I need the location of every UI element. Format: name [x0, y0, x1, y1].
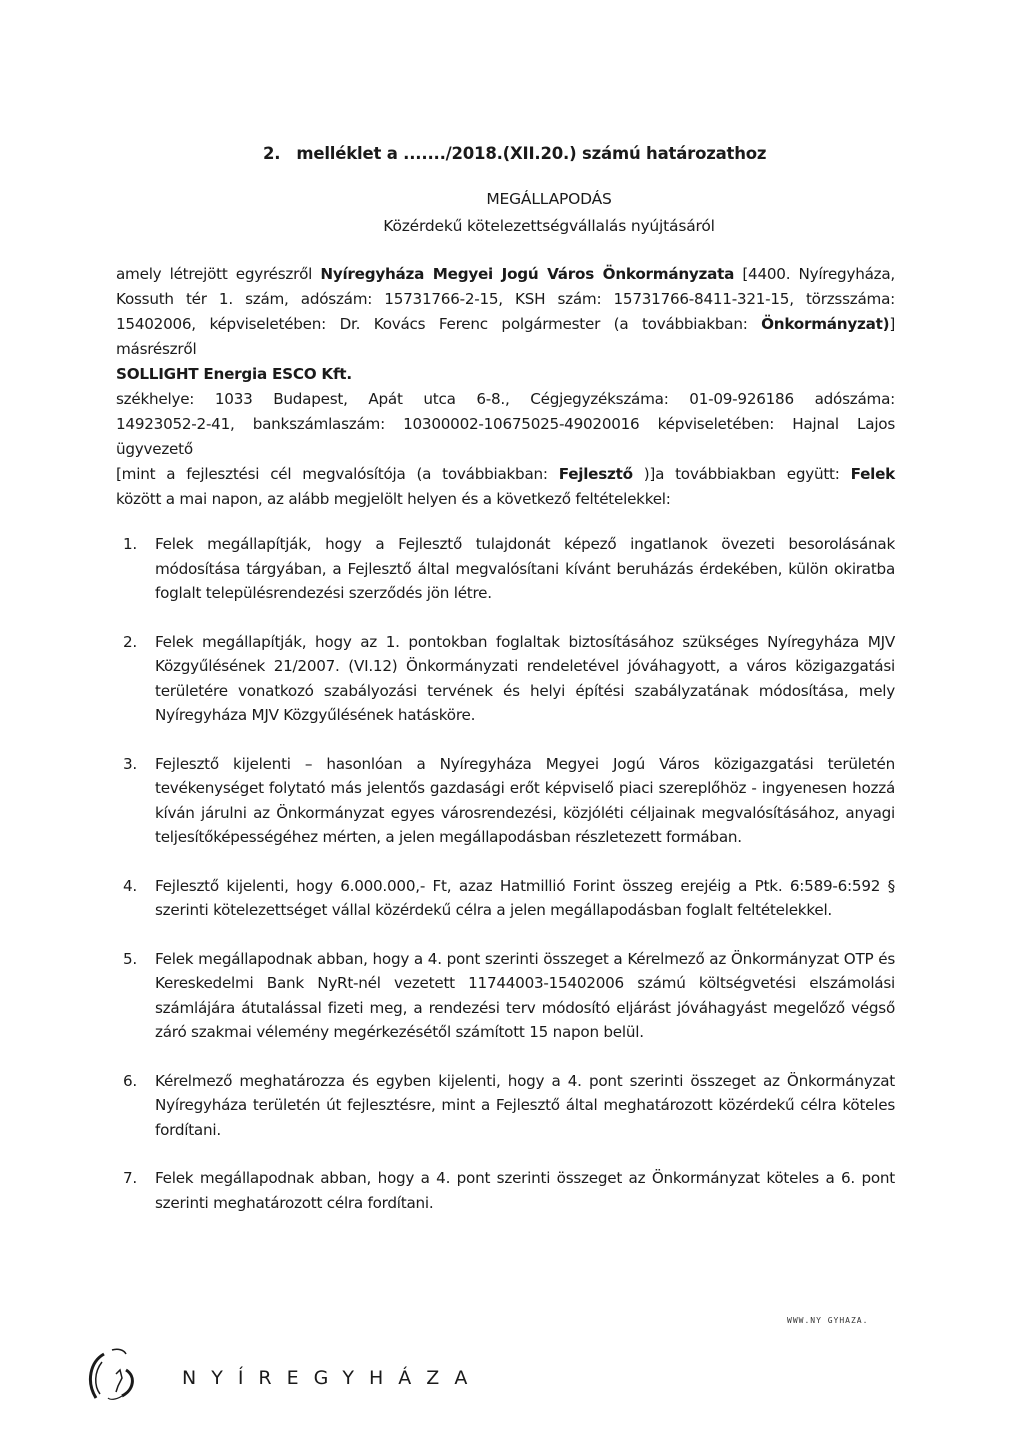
clause-number: 3. [123, 754, 137, 773]
party-name-text: SOLLIGHT Energia ESCO Kft. [116, 365, 352, 383]
clause-item [123, 1166, 895, 1215]
parties-intro [116, 262, 895, 512]
agreement-clauses [123, 532, 895, 1239]
defined-term-fejleszto: Fejlesztő [558, 465, 633, 483]
clause-item [123, 1069, 895, 1143]
clause-text: Felek megállapodnak abban, hogy a 4. pont szerinti összeget az Önkormányzat köteles a 6. pont szerinti meghatározott célra fordítani. [155, 1169, 895, 1212]
intro-text: 15402006, képviseletében: Dr. Kovács Ferenc polgármester (a továbbiakban: [116, 315, 762, 333]
clause-number: 4. [123, 876, 137, 895]
clause-number: 2. [123, 632, 137, 651]
annex-number: 2. [263, 144, 281, 163]
annex-title: melléklet a ......./2018.(XII.20.) számú határozathoz [296, 144, 767, 163]
intro-text: [4400. Nyíregyháza, [734, 265, 895, 283]
defined-term-onkormanyzat: Önkormányzat) [761, 315, 890, 333]
clause-text: Felek megállapítják, hogy az 1. pontokban foglaltak biztosításához szükséges Nyíregyháza MJV Közgyűlésének 21/2007. (VI.12) Önkormányzati rendeletével jóváhagyott, a város közigazgatási területére vonatkozó szabályozási tervének és helyi építési szabályzatának módosítása, mely Nyíregyháza MJV Közgyűlésének hatásköre. [155, 632, 895, 724]
intro-text: )]a továbbiakban együtt: [632, 465, 851, 483]
document-subtitle: Közérdekű kötelezettségvállalás nyújtásáról [383, 217, 715, 235]
intro-line: Kossuth tér 1. szám, adószám: 15731766-2-15, KSH szám: 15731766-8411-321-15, törzsszáma: [116, 290, 895, 308]
clause-text: Felek megállapodnak abban, hogy a 4. pont szerinti összeget a Kérelmező az Önkormányzat OTP és Kereskedelmi Bank NyRt-nél vezetett 11744003-15402006 számú költségvetési elszámolási számlájára átutalással fizeti meg, a rendezési terv módosító eljárást jóváhagyást megelőző végső záró szakmai vélemény megérkezésétől számított 15 napon belül. [155, 949, 895, 1041]
defined-term-felek: Felek [850, 465, 895, 483]
party-name-onkormanyzat: Nyíregyháza Megyei Jogú Város Önkormányzata [320, 265, 735, 283]
intro-text: [mint a fejlesztési cél megvalósítója (a továbbiakban: [116, 465, 559, 483]
clause-number: 6. [123, 1071, 137, 1090]
annex-header [263, 144, 766, 163]
clause-item [123, 874, 895, 923]
intro-text: amely létrejött egyrészről [116, 265, 321, 283]
intro-line: között a mai napon, az alább megjelölt helyen és a következő feltételekkel: [116, 490, 671, 508]
intro-line: ügyvezető [116, 440, 193, 458]
intro-line [116, 462, 895, 487]
intro-line: 14923052-2-41, bankszámlaszám: 10300002-10675025-49020016 képviseletében: Hajnal Lajos [116, 415, 895, 433]
clause-item [123, 947, 895, 1045]
clause-item [123, 630, 895, 728]
clause-number: 7. [123, 1169, 137, 1187]
intro-line [116, 312, 895, 337]
intro-text: ] [889, 315, 895, 333]
clause-item [123, 532, 895, 606]
document-title: MEGÁLLAPODÁS [486, 190, 612, 208]
clause-text: Fejlesztő kijelenti – hasonlóan a Nyíregyháza Megyei Jogú Város közigazgatási területén tevékenységet folytató más jelentős gazdasági erőt képviselő piaci szereplőhöz - ingyenesen hozzá kíván járulni az Önkormányzat egyes városrendezési, közjóléti céljainak megvalósításához, anyagi teljesítőképességéhez mérten, a jelen megállapodásban részletezett formában. [155, 754, 895, 846]
clause-number: 5. [123, 949, 137, 968]
intro-line [116, 262, 895, 287]
brand-wordmark: NYÍREGYHÁZA [182, 1367, 483, 1389]
intro-line: székhelye: 1033 Budapest, Apát utca 6-8., Cégjegyzékszáma: 01-09-926186 adószáma: [116, 390, 895, 408]
footer-url: WWW.NY GYHAZA. [787, 1316, 869, 1325]
clause-item [123, 752, 895, 850]
clause-text: Fejlesztő kijelenti, hogy 6.000.000,- Ft, azaz Hatmillió Forint összeg erejéig a Ptk. 6:589-6:592 § szerinti kötelezettséget vállal közérdekű célra a jelen megállapodásban foglalt feltételekkel. [155, 876, 895, 919]
clause-text: Felek megállapítják, hogy a Fejlesztő tulajdonát képező ingatlanok övezeti besorolásának módosítása tárgyában, a Fejlesztő által megvalósítani kívánt beruházás érdekében, külön okiratba foglalt településrendezési szerződés jön létre. [155, 535, 895, 602]
clause-text: Kérelmező meghatározza és egyben kijelenti, hogy a 4. pont szerinti összeget az Önkormányzat Nyíregyháza területén út fejlesztésre, mint a Fejlesztő által meghatározott közérdekű célra köteles fordítani. [155, 1071, 895, 1139]
party-name-sollight [116, 362, 895, 387]
clause-number: 1. [123, 535, 137, 553]
intro-line: másrészről [116, 340, 197, 358]
nyiregyhaza-logo-icon [82, 1340, 172, 1420]
